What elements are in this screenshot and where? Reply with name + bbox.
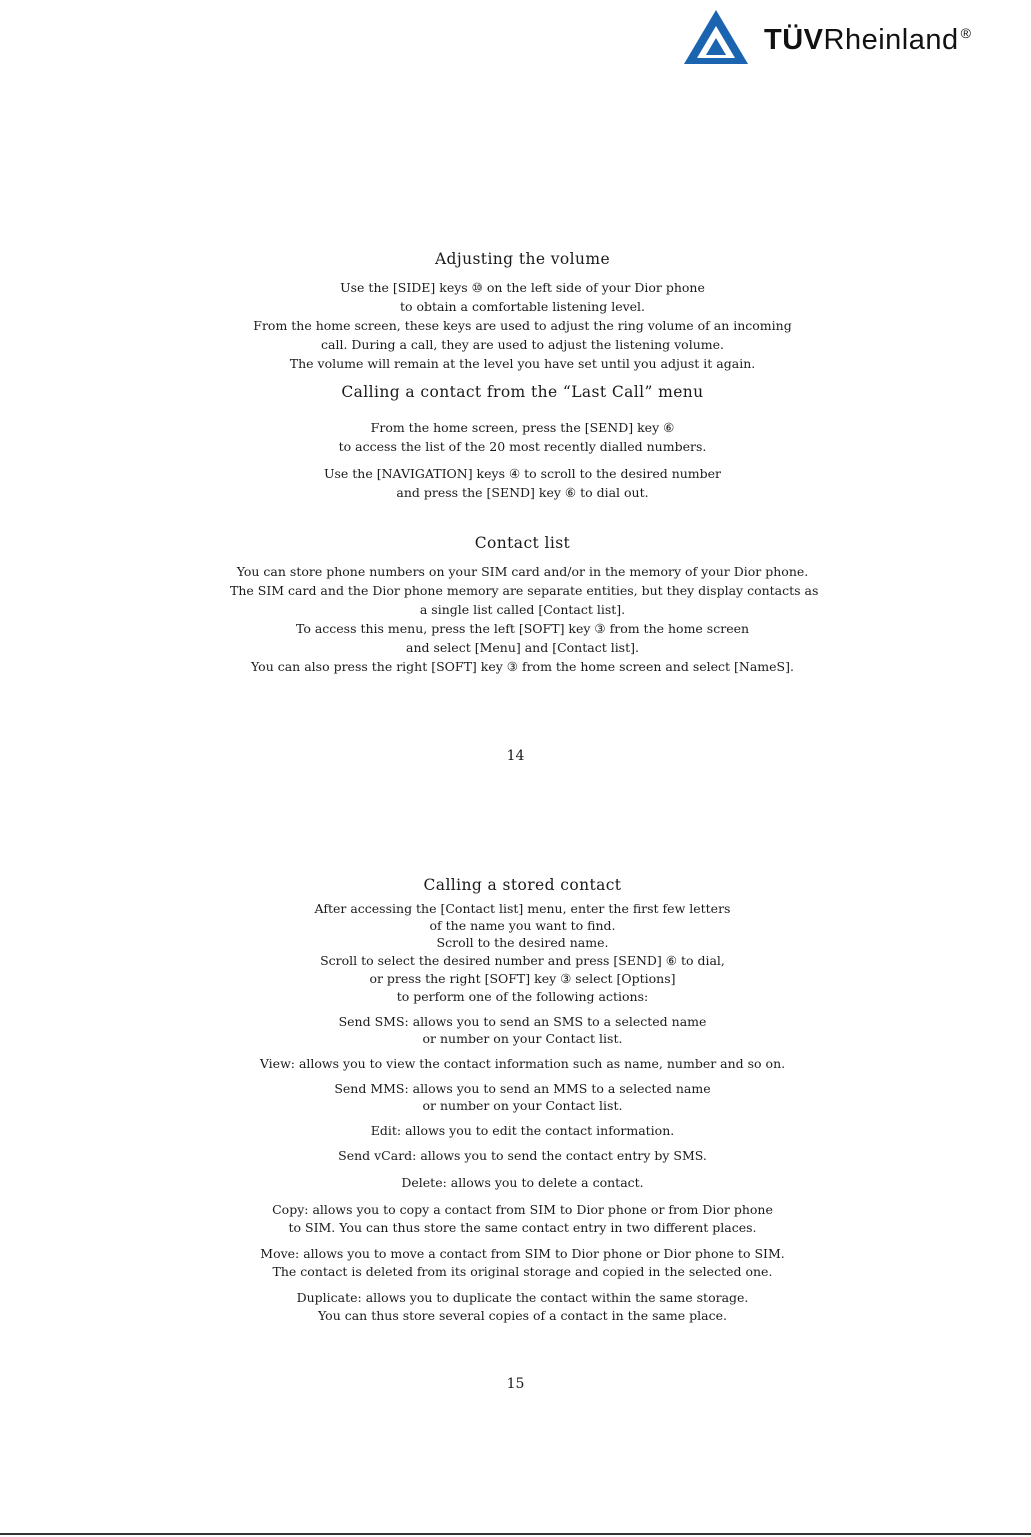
text-line: Edit: allows you to edit the contact information.: [370, 1123, 675, 1138]
text-line: You can store phone numbers on your SIM card and/or in the memory of your Dior phone.: [236, 564, 809, 579]
text-line: to access the list of the 20 most recently dialled numbers.: [338, 439, 707, 454]
section-heading: Calling a contact from the “Last Call” menu: [341, 383, 704, 401]
bottom-divider: [0, 1533, 1031, 1535]
logo-wordmark: TÜVRheinland ®: [764, 24, 972, 56]
text-line: or press the right [SOFT] key ③ select [Options]: [369, 971, 676, 986]
text-line: call. During a call, they are used to adjust the listening volume.: [321, 337, 724, 352]
page-15: [230, 874, 815, 1325]
page-number: 15: [506, 1376, 525, 1392]
text-line: The contact is deleted from its original storage and copied in the selected one.: [272, 1264, 773, 1279]
text-line: of the name you want to find.: [429, 918, 616, 933]
action-item: [230, 1245, 815, 1281]
text-line: Duplicate: allows you to duplicate the contact within the same storage.: [296, 1290, 749, 1305]
text-line: Use the [SIDE] keys ⑩ on the left side of your Dior phone: [340, 280, 705, 295]
text-line: View: allows you to view the contact information such as name, number and so on.: [259, 1056, 786, 1071]
text-line: to obtain a comfortable listening level.: [399, 299, 646, 314]
text-line: To access this menu, press the left [SOFT] key ③ from the home screen: [295, 621, 750, 636]
text-line: a single list called [Contact list].: [419, 602, 626, 617]
text-line: and press the [SEND] key ⑥ to dial out.: [396, 485, 649, 500]
action-item: [230, 1147, 815, 1164]
text-line: The SIM card and the Dior phone memory are separate entities, but they display contacts as: [230, 583, 819, 598]
text-line: Delete: allows you to delete a contact.: [401, 1175, 644, 1190]
action-item: [230, 1201, 815, 1237]
text-line: Send SMS: allows you to send an SMS to a selected name: [338, 1014, 707, 1029]
action-item: [230, 1174, 815, 1191]
action-item: [230, 1013, 815, 1047]
text-line: and select [Menu] and [Contact list].: [406, 640, 639, 655]
text-line: Send MMS: allows you to send an MMS to a selected name: [334, 1081, 711, 1096]
page-14: [230, 248, 819, 676]
text-line: to perform one of the following actions:: [396, 989, 649, 1004]
text-line: From the home screen, press the [SEND] key ⑥: [370, 420, 675, 435]
text-line: Use the [NAVIGATION] keys ④ to scroll to the desired number: [323, 466, 722, 481]
text-line: From the home screen, these keys are used to adjust the ring volume of an incoming: [253, 318, 792, 333]
text-line: Copy: allows you to copy a contact from SIM to Dior phone or from Dior phone: [272, 1202, 773, 1217]
text-line: After accessing the [Contact list] menu, enter the first few letters: [314, 901, 731, 916]
text-line: Move: allows you to move a contact from SIM to Dior phone or Dior phone to SIM.: [260, 1246, 785, 1261]
section-heading: Contact list: [474, 534, 571, 552]
text-line: or number on your Contact list.: [422, 1031, 623, 1046]
page-number: 14: [506, 748, 525, 764]
text-line: You can also press the right [SOFT] key ③ from the home screen and select [NameS].: [251, 659, 794, 674]
text-line: to SIM. You can thus store the same contact entry in two different places.: [288, 1220, 757, 1235]
action-item: [230, 1055, 815, 1072]
text-line: You can thus store several copies of a contact in the same place.: [318, 1308, 727, 1323]
tuv-triangle-icon: [682, 8, 750, 68]
action-item: [230, 1080, 815, 1114]
text-line: Send vCard: allows you to send the contact entry by SMS.: [338, 1148, 707, 1163]
section-heading: Adjusting the volume: [434, 250, 611, 268]
action-item: [230, 1289, 815, 1325]
action-item: [230, 1122, 815, 1139]
text-line: Scroll to select the desired number and press [SEND] ⑥ to dial,: [320, 953, 725, 968]
tuv-rheinland-logo: [682, 8, 1012, 68]
text-line: Scroll to the desired name.: [436, 935, 609, 950]
text-line: or number on your Contact list.: [422, 1098, 623, 1113]
section-heading: Calling a stored contact: [423, 876, 622, 894]
text-line: The volume will remain at the level you have set until you adjust it again.: [289, 356, 756, 371]
